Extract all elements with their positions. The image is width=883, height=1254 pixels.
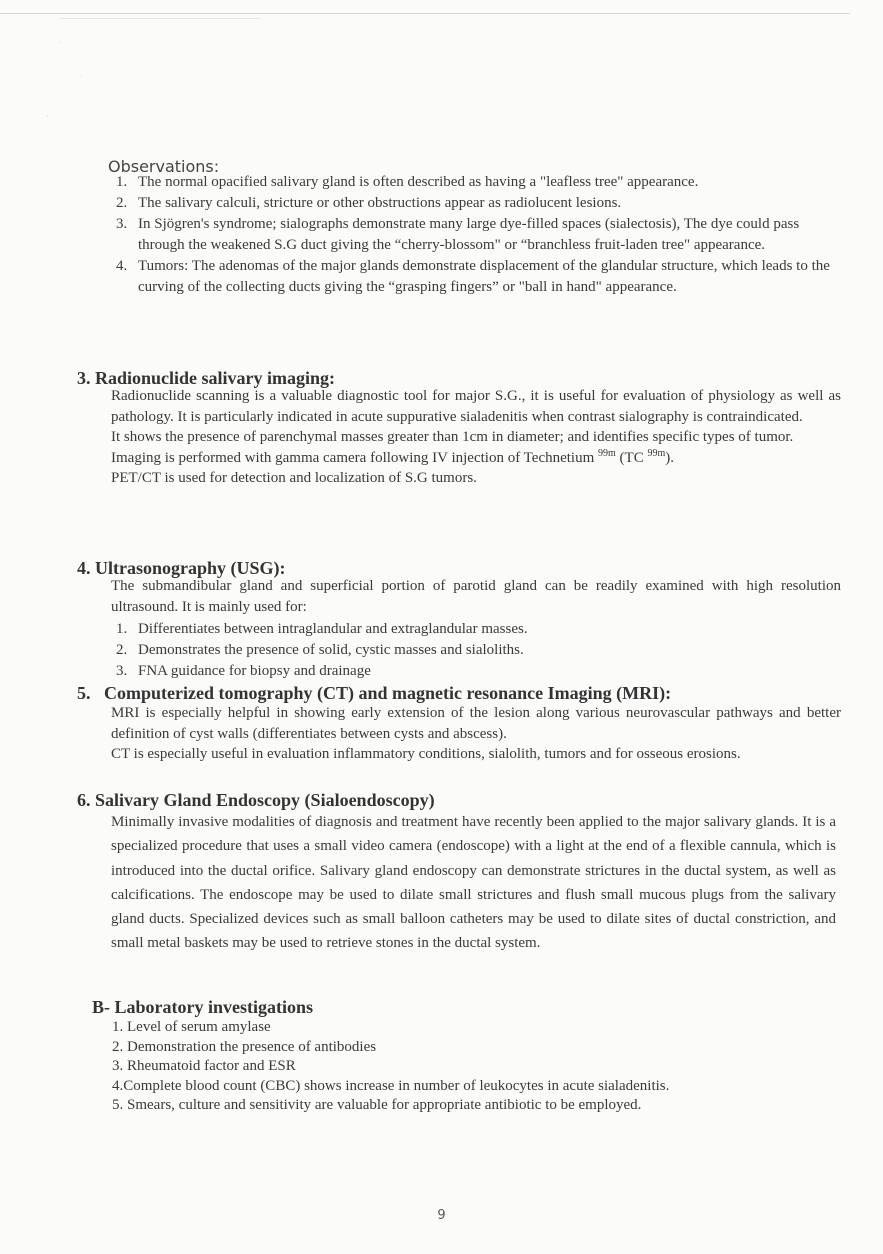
laboratory-heading: B- Laboratory investigations <box>92 997 314 1017</box>
list-item: 2. Demonstrates the presence of solid, cystic masses and sialoliths. <box>116 642 524 658</box>
observations-heading: Observations: <box>108 157 220 176</box>
endoscopy-heading: 6. Salivary Gland Endoscopy (Sialoendoscopy) <box>77 790 435 810</box>
ct-mri-heading: 5. Computerized tomography (CT) and magnetic resonance Imaging (MRI): <box>77 683 672 703</box>
paragraph: The submandibular gland and superficial portion of parotid gland can be readily examined with high resolution ultrasound. It is mainly used for: <box>111 578 841 615</box>
list-item: 3. FNA guidance for biopsy and drainage <box>116 663 371 679</box>
usg-heading: 4. Ultrasonography (USG): <box>77 558 286 578</box>
scan-speck: · <box>58 38 61 47</box>
laboratory-list <box>112 1018 832 1116</box>
list-item: 1. Level of serum amylase <box>112 1019 271 1035</box>
scan-edge-line <box>60 18 260 19</box>
observations-list <box>116 172 843 298</box>
endoscopy-body <box>111 810 836 956</box>
list-item: 2. Demonstration the presence of antibodies <box>112 1038 377 1055</box>
radionuclide-body <box>111 386 841 489</box>
scan-edge-line <box>0 13 850 14</box>
paragraph: CT is especially useful in evaluation inflammatory conditions, sialolith, tumors and for osseous erosions. <box>111 746 741 762</box>
list-item: 4.Complete blood count (CBC) shows increase in number of leukocytes in acute sialadenitis. <box>112 1077 670 1094</box>
paragraph: Radionuclide scanning is a valuable diagnostic tool for major S.G., it is useful for evaluation of physiology as well as pathology. It is particularly indicated in acute suppurative sialadenitis when contrast sialography is contraindicated. <box>111 388 841 425</box>
scan-speck: · <box>80 72 83 81</box>
scan-speck: · <box>46 112 49 121</box>
paragraph: MRI is especially helpful in showing early extension of the lesion along various neurovascular pathways and better definition of cyst walls (differentiates between cysts and abscess). <box>111 705 841 742</box>
usg-list <box>116 619 838 682</box>
page-number: 9 <box>437 1208 446 1223</box>
paragraph: Minimally invasive modalities of diagnosis and treatment have recently been applied to the major salivary glands. It is a specialized procedure that uses a small video camera (endoscope) with a light at the end of a flexible cannula, which is introduced into the ductal orifice. Salivary gland endoscopy can demonstrate strictures in the ductal system, as well as calcifications. The endoscope may be used to dilate small strictures and flush small mucous plugs from the salivary gland ducts. Specialized devices such as small balloon catheters may be used to dilate sites of ductal constriction, and small metal baskets may be used to retrieve stones in the ductal system. <box>111 814 836 952</box>
list-item: 1. The normal opacified salivary gland is often described as having a "leafless tree" appearance. <box>116 174 699 190</box>
list-item: 2. The salivary calculi, stricture or other obstructions appear as radiolucent lesions. <box>116 195 622 211</box>
list-item: 3. In Sjögren's syndrome; sialographs demonstrate many large dye-filled spaces (sialectosis), The dye could pass through the weakened S.G duct giving the “cherry-blossom" or “branchless fruit-laden tree" appearance. <box>116 216 800 253</box>
list-item: 1. Differentiates between intraglandular and extraglandular masses. <box>116 621 528 637</box>
usg-body <box>111 576 841 617</box>
paragraph: PET/CT is used for detection and localization of S.G tumors. <box>111 470 477 486</box>
list-item: 3. Rheumatoid factor and ESR <box>112 1058 296 1074</box>
list-item: 5. Smears, culture and sensitivity are valuable for appropriate antibiotic to be employed. <box>112 1097 642 1113</box>
radionuclide-heading: 3. Radionuclide salivary imaging: <box>77 368 336 388</box>
paragraph: It shows the presence of parenchymal masses greater than 1cm in diameter; and identifies specific types of tumor. <box>111 429 794 445</box>
list-item: 4. Tumors: The adenomas of the major glands demonstrate displacement of the glandular structure, which leads to the curving of the collecting ducts giving the “grasping fingers” or "ball in hand" appearance. <box>116 258 830 295</box>
ct-mri-body <box>111 703 841 765</box>
paragraph: Imaging is performed with gamma camera following IV injection of Technetium $^{99m}$ (TC $^{99m}$). <box>111 447 674 466</box>
